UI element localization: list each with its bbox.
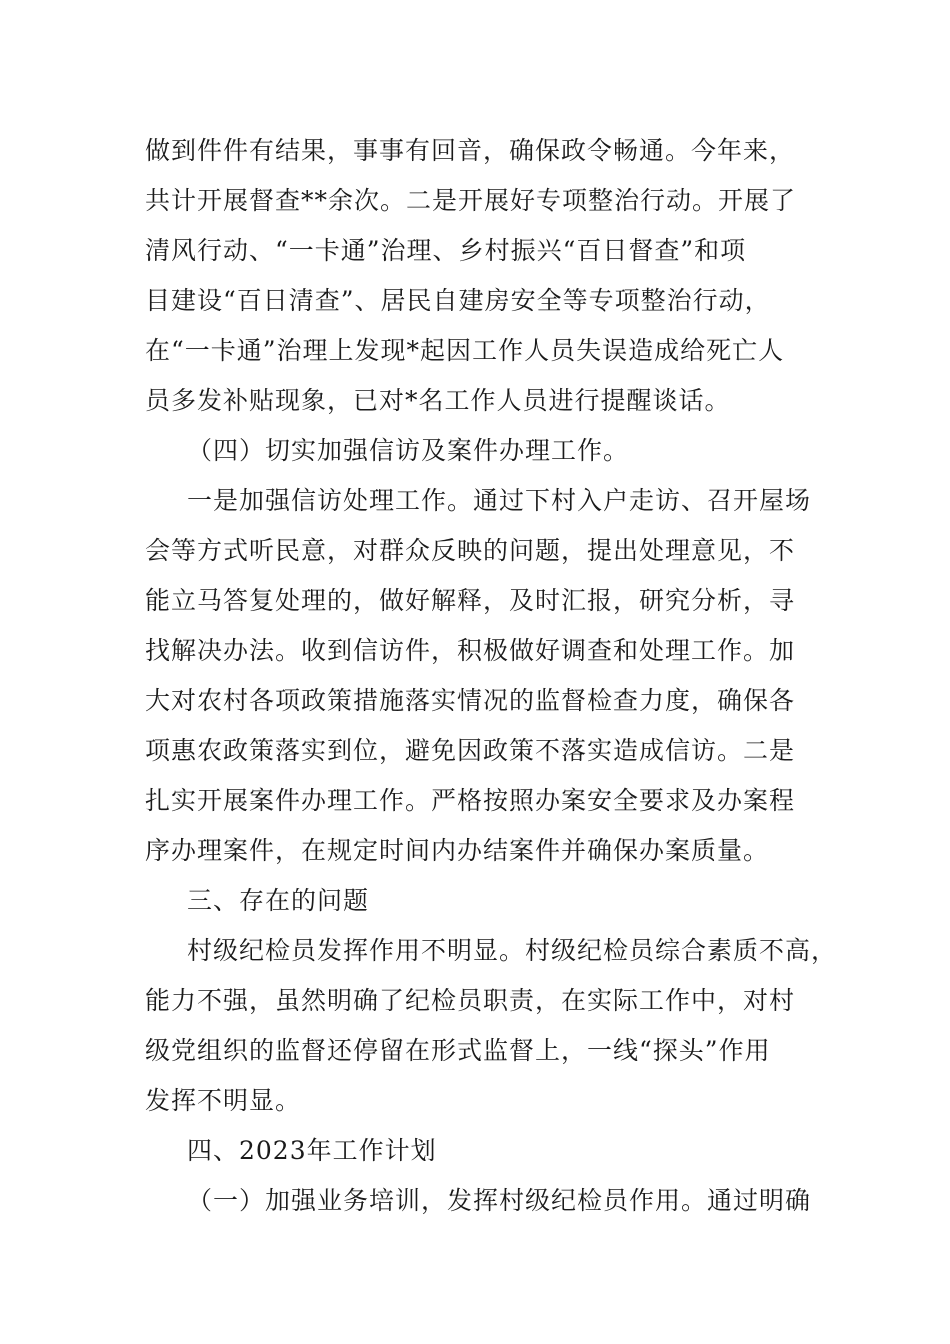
text-line: 做到件件有结果，事事有回音，确保政令畅通。今年来， (145, 136, 796, 165)
text-line: 级党组织的监督还停留在形式监督上，一线“探头”作用 (145, 1036, 771, 1065)
text-line: 项惠农政策落实到位，避免因政策不落实造成信访。二是 (145, 736, 796, 765)
text-line: 找解决办法。收到信访件，积极做好调查和处理工作。加 (145, 636, 796, 665)
section-heading: （四）切实加强信访及案件办理工作。 (187, 436, 630, 465)
text-line: 员多发补贴现象，已对*名工作人员进行提醒谈话。 (145, 386, 731, 415)
text-line: 序办理案件，在规定时间内办结案件并确保办案质量。 (145, 836, 770, 865)
text-line: 扎实开展案件办理工作。严格按照办案安全要求及办案程 (145, 786, 796, 815)
text-line: 一是加强信访处理工作。通过下村入户走访、召开屋场 (187, 486, 812, 515)
text-line: 能立马答复处理的，做好解释，及时汇报，研究分析，寻 (145, 586, 796, 615)
text-line: 村级纪检员发挥作用不明显。村级纪检员综合素质不高， (187, 936, 838, 965)
text-line: 清风行动、“一卡通”治理、乡村振兴“百日督查”和项 (145, 236, 747, 265)
section-heading: 三、存在的问题 (187, 886, 370, 915)
section-heading: 四、2023年工作计划 (187, 1136, 437, 1165)
text-line: 在“一卡通”治理上发现*起因工作人员失误造成给死亡人 (145, 336, 785, 365)
text-line: 能力不强，虽然明确了纪检员职责，在实际工作中，对村 (145, 986, 796, 1015)
text-line: 共计开展督查**余次。二是开展好专项整治行动。开展了 (145, 186, 797, 215)
text-line: 目建设“百日清查”、居民自建房安全等专项整治行动， (145, 286, 771, 315)
text-line: 会等方式听民意，对群众反映的问题，提出处理意见，不 (145, 536, 796, 565)
subsection-heading: （一）加强业务培训，发挥村级纪检员作用。通过明确 (187, 1186, 812, 1215)
text-line: 发挥不明显。 (145, 1086, 302, 1115)
text-line: 大对农村各项政策措施落实情况的监督检查力度，确保各 (145, 686, 796, 715)
